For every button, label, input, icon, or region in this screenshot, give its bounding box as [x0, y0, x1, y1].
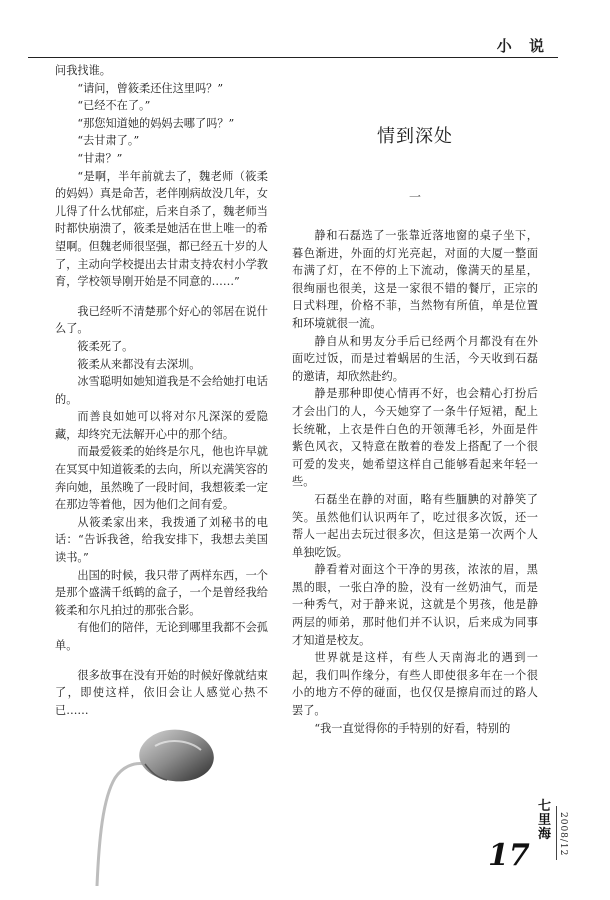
left-paragraph: “去甘肃了。”	[77, 134, 140, 148]
flower-illustration	[85, 688, 225, 888]
left-paragraph: “请问，曾筱柔还住这里吗？”	[77, 81, 224, 95]
left-paragraph: 筱柔从来都没有去深圳。	[77, 357, 201, 371]
right-paragraph: “我一直觉得你的手特别的好看，特别的	[314, 721, 511, 735]
left-paragraph: 筱柔死了。	[77, 339, 134, 353]
left-paragraph: 从筱柔家出来，我拨通了刘秘书的电话：“告诉我爸，给我安排下，我想去美国读书。”	[55, 515, 268, 565]
magazine-name: 七里海	[538, 799, 552, 842]
section-number-text: 一	[408, 190, 421, 204]
left-paragraph: 问我找谁。	[55, 64, 111, 77]
left-paragraph: “甘肃？”	[77, 151, 123, 165]
issue-date: 2008/12	[558, 812, 568, 857]
right-column	[292, 100, 538, 737]
right-paragraph: 静和石磊选了一张靠近落地窗的桌子坐下，暮色渐进，外面的灯光亮起，对面的大厦一整面布满了灯，在不停的上下流动，像满天的星星，很绚丽也很美，这是一家很不错的餐厅，正宗的日式料理，价格不菲，当然物有所值，单是位置和环境就很一流。	[292, 229, 538, 330]
left-paragraph: 出国的时候，我只带了两样东西，一个是那个盛满千纸鹤的盒子，一个是曾经我给筱柔和尔凡拍过的那张合影。	[55, 568, 268, 617]
left-paragraph: “是啊，半年前就去了，魏老师（筱柔的妈妈）真是命苦，老伴刚病故没几年，女儿得了什么忧郁症，后来自杀了，魏老师当时都快崩溃了，筱柔是她活在世上唯一的希望啊。但魏老师很坚强，都已经五十岁的人了，主动向学校提出去甘肃支持农村小学教育，学校领导刚开始是不同意的……”	[55, 169, 268, 289]
side-rule	[556, 806, 557, 860]
section-label: 小 说	[496, 37, 550, 55]
right-body	[292, 227, 538, 737]
left-paragraph: “已经不在了。”	[77, 99, 151, 113]
left-paragraph: “那您知道她的妈妈去哪了吗？”	[77, 116, 235, 130]
paragraph-gap	[55, 655, 268, 667]
header-rule	[28, 57, 558, 58]
left-paragraph: 我已经听不清楚那个好心的邻居在说什么了。	[55, 304, 268, 336]
left-paragraph: 很多故事在没有开始的时候好像就结束了，即使这样，依旧会让人感觉心热不已……	[55, 668, 268, 717]
section-number	[292, 188, 538, 205]
right-paragraph: 石磊坐在静的对面，略有些腼腆的对静笑了笑。虽然他们认识两年了，吃过很多次饭，还一帮人一起出去玩过很多次，但这是第一次两个人单独吃饭。	[292, 492, 538, 559]
left-paragraph: 而最爱筱柔的始终是尔凡，他也许早就在冥冥中知道筱柔的去向，所以充满笑容的奔向她，虽然晚了一段时间，我想筱柔一定在那边等着他，因为他们之间有爱。	[55, 445, 268, 512]
left-column	[55, 62, 268, 719]
page-number: 17	[488, 838, 530, 873]
right-paragraph: 静是那种即使心情再不好，也会精心打扮后才会出门的人，今天她穿了一条牛仔短裙，配上长统靴，上衣是件白色的开领薄毛衫，外面是件紫色风衣，又特意在散着的卷发上搭配了一个很可爱的发夹，她希望这样自己能够看起来年轻一些。	[292, 387, 538, 489]
left-paragraph: 而善良如她可以将对尔凡深深的爱隐藏，却终究无法解开心中的那个结。	[55, 410, 268, 441]
right-paragraph: 静自从和男友分手后已经两个月都没有在外面吃过饭，而是过着蜗居的生活，今天收到石磊的邀请，却欣然赴约。	[292, 334, 538, 383]
right-paragraph: 世界就是这样，有些人天南海北的遇到一起，我们叫作缘分，有些人即使很多年在一个很小的地方不停的碰面，也仅仅是擦肩而过的路人罢了。	[292, 651, 538, 718]
paragraph-gap	[55, 291, 268, 303]
right-paragraph: 静看着对面这个干净的男孩，浓浓的眉，黑黑的眼，一张白净的脸，没有一丝奶油气，而是一种秀气，对于静来说，这就是个男孩，他是静两层的师弟，那时他们并不认识，后来成为同事才知道是校友。	[292, 563, 538, 647]
left-paragraph: 有他们的陪伴，无论到哪里我都不会孤单。	[55, 621, 268, 652]
left-paragraph: 冰雪聪明如她知道我是不会给她打电话的。	[55, 375, 268, 406]
story-title: 情到深处	[377, 126, 453, 147]
